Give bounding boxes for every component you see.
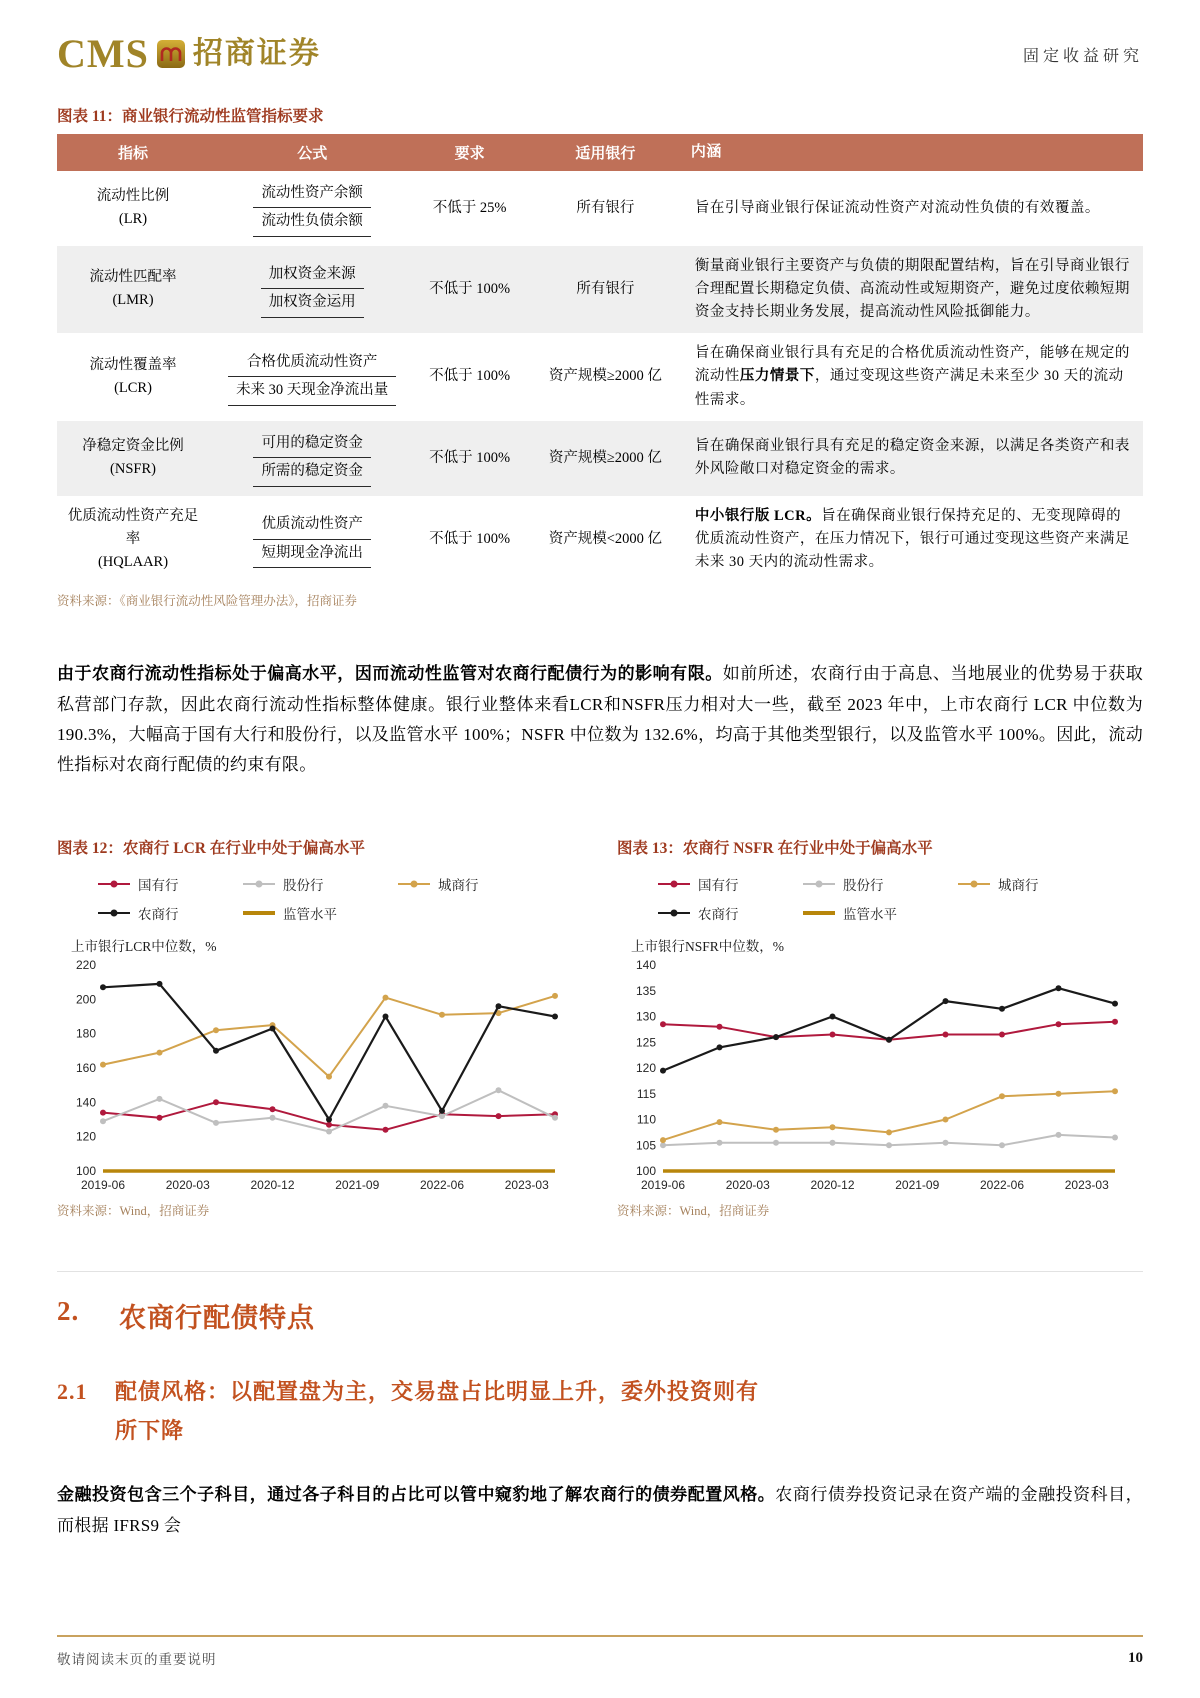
section-2-1-title: 配债风格：以配置盘为主，交易盘占比明显上升，委外投资则有所下降 <box>115 1379 760 1443</box>
svg-text:120: 120 <box>635 1061 656 1076</box>
table-row <box>57 171 1143 246</box>
svg-text:2023-03: 2023-03 <box>1064 1178 1109 1193</box>
table-header <box>57 134 1143 171</box>
footer-disclaimer: 敬请阅读末页的重要说明 <box>57 1652 217 1667</box>
fig11-table-body <box>57 171 1143 584</box>
figure-12-source: 资料来源：Wind，招商证券 <box>57 1204 210 1219</box>
legend-label: 城商行 <box>438 878 479 894</box>
legend-item <box>657 903 802 923</box>
requirement-cell: 不低于 100% <box>429 280 511 297</box>
page-footer <box>57 1635 1143 1668</box>
legend-label: 股份行 <box>843 878 884 894</box>
brand-name: 招商证券 <box>192 37 321 70</box>
legend-marker-icon <box>957 878 991 890</box>
indicator-cell: 流动性比例 (LR) <box>96 188 170 228</box>
col-header-indicator: 指标 <box>57 134 209 171</box>
legend-marker-icon <box>242 907 276 919</box>
section-2-1-heading <box>57 1373 1143 1450</box>
col-header-meaning: 内涵 <box>687 134 1143 171</box>
legend-marker-icon <box>242 878 276 890</box>
svg-text:120: 120 <box>75 1129 96 1144</box>
paragraph-bold-lead: 由于农商行流动性指标处于偏高水平，因而流动性监管对农商行配债行为的影响有限。 <box>57 664 723 684</box>
svg-text:100: 100 <box>75 1164 96 1179</box>
svg-text:2021-09: 2021-09 <box>895 1178 940 1193</box>
table-source: 资料来源：《商业银行流动性风险管理办法》，招商证券 <box>57 594 358 609</box>
legend-label: 城商行 <box>998 878 1039 894</box>
meaning-cell: 衡量商业银行主要资产与负债的期限配置结构，旨在引导商业银行合理配置长期稳定负债、高流动性或短期资产，避免过度依赖短期资金支持长期业务发展，提高流动性风险抵御能力。 <box>694 257 1130 321</box>
indicator-cell: 流动性匹配率 (LMR) <box>89 269 177 309</box>
svg-text:2023-03: 2023-03 <box>504 1178 549 1193</box>
report-category: 固定收益研究 <box>1022 48 1143 65</box>
legend-item <box>957 874 1143 894</box>
legend-item <box>242 903 397 923</box>
figure-11-caption: 图表 11：商业银行流动性监管指标要求 <box>57 108 324 125</box>
legend-label: 农商行 <box>138 907 179 923</box>
table-header-row <box>57 134 1143 171</box>
figure-12-caption: 图表 12：农商行 LCR 在行业中处于偏高水平 <box>57 840 365 858</box>
svg-text:125: 125 <box>635 1035 656 1050</box>
legend-marker-icon <box>97 907 131 919</box>
section-2-1-number: 2.1 <box>57 1379 88 1405</box>
table-row <box>57 496 1143 584</box>
figure-13-source: 资料来源：Wind，招商证券 <box>617 1204 770 1219</box>
legend-marker-icon <box>397 878 431 890</box>
section-2-1-paragraph <box>57 1480 1143 1541</box>
indicator-cell: 净稳定资金比例 (NSFR) <box>82 438 184 478</box>
svg-text:115: 115 <box>636 1087 656 1102</box>
banks-cell: 资产规模<2000 亿 <box>548 530 663 547</box>
meaning-cell: 旨在确保商业银行具有充足的合格优质流动性资产，能够在规定的流动性压力情景下，通过变现这些资产满足未来至少 30 天的流动性需求。 <box>694 345 1130 408</box>
svg-text:200: 200 <box>75 992 96 1007</box>
requirement-cell: 不低于 25% <box>432 199 507 216</box>
svg-text:2019-06: 2019-06 <box>640 1178 686 1193</box>
requirement-cell: 不低于 100% <box>429 449 511 466</box>
formula-cell: $\frac{\text{优质流动性资产}}{\text{短期现金净流出}}$ <box>209 496 415 584</box>
cms-logo <box>57 31 321 76</box>
col-header-banks: 适用银行 <box>524 134 687 171</box>
section-2-heading <box>57 1296 1143 1335</box>
requirement-cell: 不低于 100% <box>429 368 511 385</box>
legend-item <box>397 874 583 894</box>
indicator-cell: 流动性覆盖率 (LCR) <box>89 356 177 397</box>
meaning-cell: 旨在确保商业银行具有充足的稳定资金来源，以满足各类资产和表外风险敞口对稳定资金的需求。 <box>694 438 1130 478</box>
section-2-number: 2. <box>57 1296 80 1327</box>
svg-text:110: 110 <box>636 1112 656 1127</box>
banks-cell: 资产规模≥2000 亿 <box>548 368 662 385</box>
svg-text:180: 180 <box>75 1026 96 1041</box>
legend-label: 国有行 <box>138 878 179 894</box>
svg-text:140: 140 <box>635 958 656 973</box>
banks-cell: 所有银行 <box>576 199 635 216</box>
legend-item <box>657 874 802 894</box>
charts-row <box>57 836 1143 1219</box>
indicator-cell: 优质流动性资产充足率 (HQLAAR) <box>67 507 199 571</box>
nsfr-axis-title: 上市银行NSFR中位数，% <box>631 939 785 955</box>
page-number: 10 <box>1128 1649 1143 1666</box>
legend-item <box>802 874 957 894</box>
svg-text:100: 100 <box>635 1164 656 1179</box>
table-row <box>57 333 1143 421</box>
svg-text:140: 140 <box>75 1095 96 1110</box>
legend-marker-icon <box>802 907 836 919</box>
svg-text:105: 105 <box>635 1138 656 1153</box>
paragraph2-bold-lead: 金融投资包含三个子科目，通过各子科目的占比可以管中窥豹地了解农商行的债券配置风格。 <box>57 1485 776 1505</box>
legend-marker-icon <box>657 878 691 890</box>
legend-item <box>97 903 242 923</box>
svg-text:2019-06: 2019-06 <box>80 1178 126 1193</box>
legend-label: 监管水平 <box>283 907 337 923</box>
cms-logo-icon <box>156 39 186 69</box>
svg-text:2020-03: 2020-03 <box>165 1178 210 1193</box>
svg-text:2022-06: 2022-06 <box>419 1178 465 1193</box>
meaning-cell: 中小银行版 LCR。旨在确保商业银行保持充足的、无变现障碍的优质流动性资产，在压力情况下，银行可通过变现这些资产来满足未来 30 天内的流动性需求。 <box>694 507 1130 571</box>
legend-label: 农商行 <box>698 907 739 923</box>
banks-cell: 所有银行 <box>576 280 635 297</box>
nsfr-line-chart <box>617 957 1129 1195</box>
legend-marker-icon <box>97 878 131 890</box>
paragraph2-body-text: 农商行债券投资记录在资产端的金融投资科目，而根据 IFRS9 会 <box>57 1485 1143 1535</box>
analysis-paragraph <box>57 659 1143 780</box>
formula-cell: $\frac{\text{流动性资产余额}}{\text{流动性负债余额}}$ <box>209 171 415 246</box>
svg-text:2022-06: 2022-06 <box>979 1178 1025 1193</box>
banks-cell: 资产规模≥2000 亿 <box>548 449 662 466</box>
legend-marker-icon <box>657 907 691 919</box>
table-row <box>57 421 1143 496</box>
col-header-requirement: 要求 <box>415 134 524 171</box>
svg-text:2020-12: 2020-12 <box>810 1178 855 1193</box>
figure-13-caption: 图表 13：农商行 NSFR 在行业中处于偏高水平 <box>617 840 933 858</box>
page-header <box>57 0 1143 74</box>
formula-cell: $\frac{\text{可用的稳定资金}}{\text{所需的稳定资金}}$ <box>209 421 415 496</box>
svg-text:2021-09: 2021-09 <box>335 1178 380 1193</box>
svg-text:2020-12: 2020-12 <box>250 1178 295 1193</box>
section-2-title: 农商行配债特点 <box>119 1303 315 1334</box>
paragraph-body-text: 如前所述，农商行由于高息、当地展业的优势易于获取私营部门存款，因此农商行流动性指标整体健康。银行业整体来看LCR和NSFR压力相对大一些，截至 2023 年中，上市农商行 LCR 中位数为 190.3%，大幅高于国有大行和股份行，以及监管水平 100%；NSFR 中位数为 132.6%，均高于其他类型银行，以及监管水平 100%。因此，流动性指标对农商行配债的约束有限。 <box>57 664 1143 775</box>
legend-item <box>97 874 242 894</box>
legend-marker-icon <box>802 878 836 890</box>
liquidity-indicators-table <box>57 134 1143 583</box>
table-row <box>57 246 1143 334</box>
requirement-cell: 不低于 100% <box>429 530 511 547</box>
cms-logo-text: CMS <box>57 31 149 76</box>
col-header-formula: 公式 <box>209 134 415 171</box>
lcr-chart-legend <box>97 874 583 923</box>
legend-item <box>802 903 957 923</box>
legend-label: 监管水平 <box>843 907 897 923</box>
legend-label: 股份行 <box>283 878 324 894</box>
svg-text:2020-03: 2020-03 <box>725 1178 770 1193</box>
figure-12 <box>57 836 583 1219</box>
svg-text:160: 160 <box>75 1061 96 1076</box>
formula-cell: $\frac{\text{合格优质流动性资产}}{\text{未来 30 天现金净流出量}}$ <box>209 333 415 421</box>
section-divider <box>57 1271 1143 1272</box>
svg-text:130: 130 <box>635 1009 656 1024</box>
legend-item <box>242 874 397 894</box>
svg-text:135: 135 <box>635 984 656 999</box>
svg-text:220: 220 <box>75 958 96 973</box>
lcr-line-chart <box>57 957 569 1195</box>
lcr-axis-title: 上市银行LCR中位数，% <box>71 939 217 955</box>
formula-cell: $\frac{\text{加权资金来源}}{\text{加权资金运用}}$ <box>209 246 415 334</box>
figure-13 <box>617 836 1143 1219</box>
nsfr-chart-legend <box>657 874 1143 923</box>
legend-label: 国有行 <box>698 878 739 894</box>
meaning-cell: 旨在引导商业银行保证流动性资产对流动性负债的有效覆盖。 <box>694 199 1100 216</box>
